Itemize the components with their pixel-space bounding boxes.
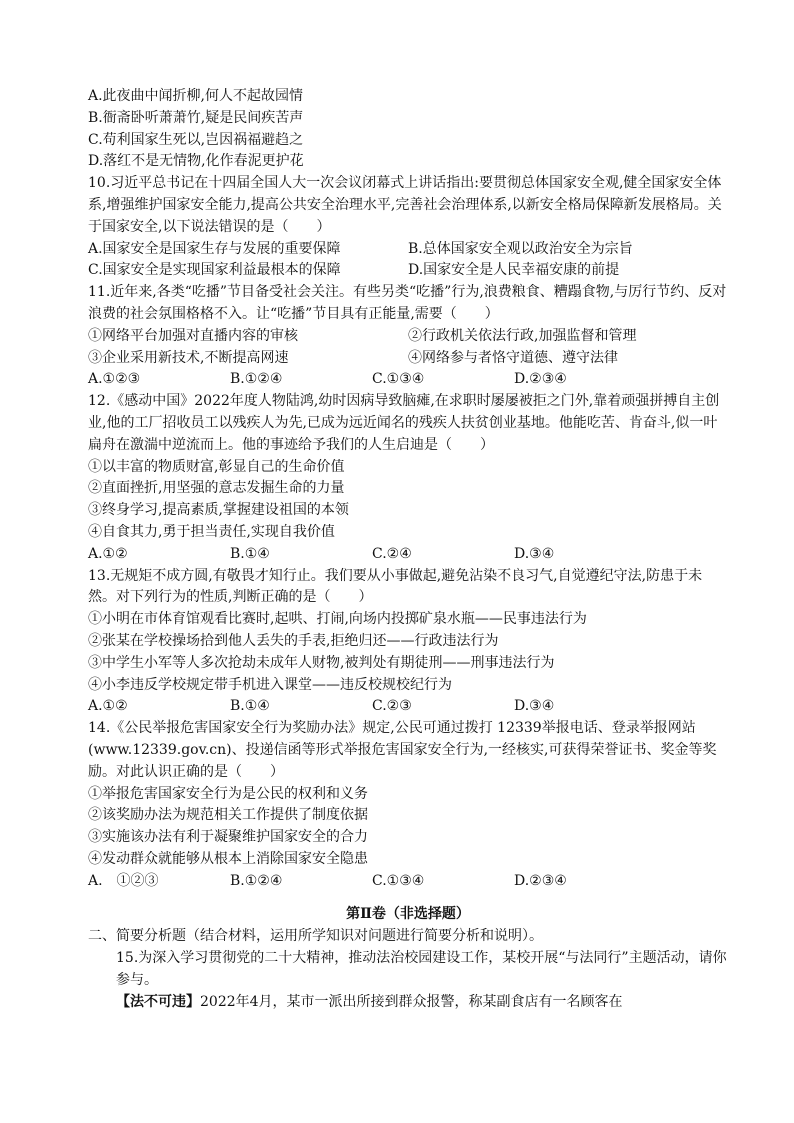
item-4: ④自食其力,勇于担当责任,实现自我价值 xyxy=(88,523,335,540)
part-2-title: 第Ⅱ卷（非选择题） xyxy=(346,906,470,923)
q13-stem: 13.无规矩不成方圆,有敬畏才知行止。我们要从小事做起,避免沾染不良习气,自觉遵纪守法,防患于未然。对下列行为的性质,判断正确的是（ ） xyxy=(88,567,703,606)
item-4: ④发动群众就能够从根本上消除国家安全隐患 xyxy=(88,850,368,867)
q9-options xyxy=(88,86,728,173)
option-c: C.①③④ xyxy=(372,872,425,889)
item-1: ①以丰富的物质财富,彰显自己的生命价值 xyxy=(88,458,345,475)
option-d: D.②③④ xyxy=(514,371,567,388)
option-b: B.①④ xyxy=(230,698,270,715)
option-d: D.②③④ xyxy=(514,872,567,889)
option-d: D.落红不是无情物,化作春泥更护花 xyxy=(88,153,304,170)
option-d: D.③④ xyxy=(514,698,555,715)
q14-stem: 14.《公民举报危害国家安全行为奖励办法》规定,公民可通过拨打 12339举报电话、登录举报网站(www.12339.gov.cn)、投递信函等形式举报危害国家安全行为,一经核实,可获得荣誉证书、奖金等奖励。对此认识正确的是（ ） xyxy=(88,720,717,780)
option-b: B.①②④ xyxy=(230,872,283,889)
material-text: 2022年4月，某市一派出所接到群众报警，称某副食店有一名顾客在 xyxy=(200,993,623,1010)
option-c: C.②④ xyxy=(372,545,412,562)
question-13 xyxy=(88,566,728,719)
option-a: A. ①②③ xyxy=(88,872,159,889)
item-4: ④网络参与者恪守道德、遵守法律 xyxy=(408,349,618,366)
option-a: A.国家安全是国家生存与发展的重要保障 xyxy=(88,240,341,257)
option-c: C.国家安全是实现国家利益最根本的保障 xyxy=(88,262,341,279)
question-11 xyxy=(88,282,728,391)
item-2: ②直面挫折,用坚强的意志发掘生命的力量 xyxy=(88,480,345,497)
item-2: ②行政机关依法行政,加强监督和管理 xyxy=(408,327,637,344)
material-lead: 【法不可违】 xyxy=(116,993,200,1010)
option-c: C.①③④ xyxy=(372,371,425,388)
question-12 xyxy=(88,391,728,565)
option-d: D.③④ xyxy=(514,545,555,562)
item-2: ②张某在学校操场拾到他人丢失的手表,拒绝归还——行政违法行为 xyxy=(88,632,499,649)
option-b: B.①②④ xyxy=(230,371,283,388)
option-b: B.衙斋卧听萧萧竹,疑是民间疾苦声 xyxy=(88,109,304,126)
option-d: D.国家安全是人民幸福安康的前提 xyxy=(408,262,620,279)
q11-stem: 11.近年来,各类“吃播”节目备受社会关注。有些另类“吃播”行为,浪费粮食、糟蹋食物,与厉行节约、反对浪费的社会氛围格格不入。让“吃播”节目具有正能量,需要（ ） xyxy=(88,284,727,322)
item-3: ③实施该办法有利于凝聚维护国家安全的合力 xyxy=(88,829,368,846)
question-10 xyxy=(88,173,728,282)
item-3: ③终身学习,提高素质,掌握建设祖国的本领 xyxy=(88,502,349,519)
q10-stem: 10.习近平总书记在十四届全国人大一次会议闭幕式上讲话指出:要贯彻总体国家安全观,健全国家安全体系,增强维护国家安全能力,提高公共安全治理水平,完善社会治理体系,以新安全格局保障新发展格局。关于国家安全,以下说法错误的是（ ） xyxy=(88,175,722,235)
q12-stem: 12.《感动中国》2022年度人物陆鸿,幼时因病导致脑瘫,在求职时屡屡被拒之门外,靠着顽强拼搏自主创业,他的工厂招收员工以残疾人为先,已成为远近闻名的残疾人扶贫创业基地。他能吃苦、肯奋斗,似一叶扁舟在激湍中逆流而上。他的事迹给予我们的人生启迪是（ ） xyxy=(88,393,720,453)
exam-page xyxy=(88,86,728,1013)
option-a: A.①②③ xyxy=(88,371,141,388)
option-a: A.①② xyxy=(88,698,128,715)
q15-stem: 15.为深入学习贯彻党的二十大精神，推动法治校园建设工作，某校开展“与法同行”主题活动，请你参与。 xyxy=(116,950,727,988)
question-14 xyxy=(88,718,728,892)
item-3: ③企业采用新技术,不断提高网速 xyxy=(88,349,289,366)
option-a: A.①② xyxy=(88,545,128,562)
option-b: B.①④ xyxy=(230,545,270,562)
option-a: A.此夜曲中闻折柳,何人不起故园情 xyxy=(88,88,304,104)
item-3: ③中学生小军等人多次抢劫未成年人财物,被判处有期徒刑——刑事违法行为 xyxy=(88,654,555,671)
item-2: ②该奖励办法为规范相关工作提供了制度依据 xyxy=(88,807,368,824)
item-1: ①举报危害国家安全行为是公民的权利和义务 xyxy=(88,785,368,802)
q15-material xyxy=(88,992,728,1014)
option-c: C.②③ xyxy=(372,698,412,715)
item-1: ①小明在市体育馆观看比赛时,起哄、打闹,向场内投掷矿泉水瓶——民事违法行为 xyxy=(88,611,587,628)
option-b: B.总体国家安全观以政治安全为宗旨 xyxy=(408,240,633,257)
section-heading: 二、简要分析题（结合材料，运用所学知识对问题进行简要分析和说明）。 xyxy=(88,928,543,945)
option-c: C.苟利国家生死以,岂因祸福避趋之 xyxy=(88,131,304,148)
item-1: ①网络平台加强对直播内容的审核 xyxy=(88,327,298,344)
item-4: ④小李违反学校规定带手机进入课堂——违反校规校纪行为 xyxy=(88,676,452,693)
